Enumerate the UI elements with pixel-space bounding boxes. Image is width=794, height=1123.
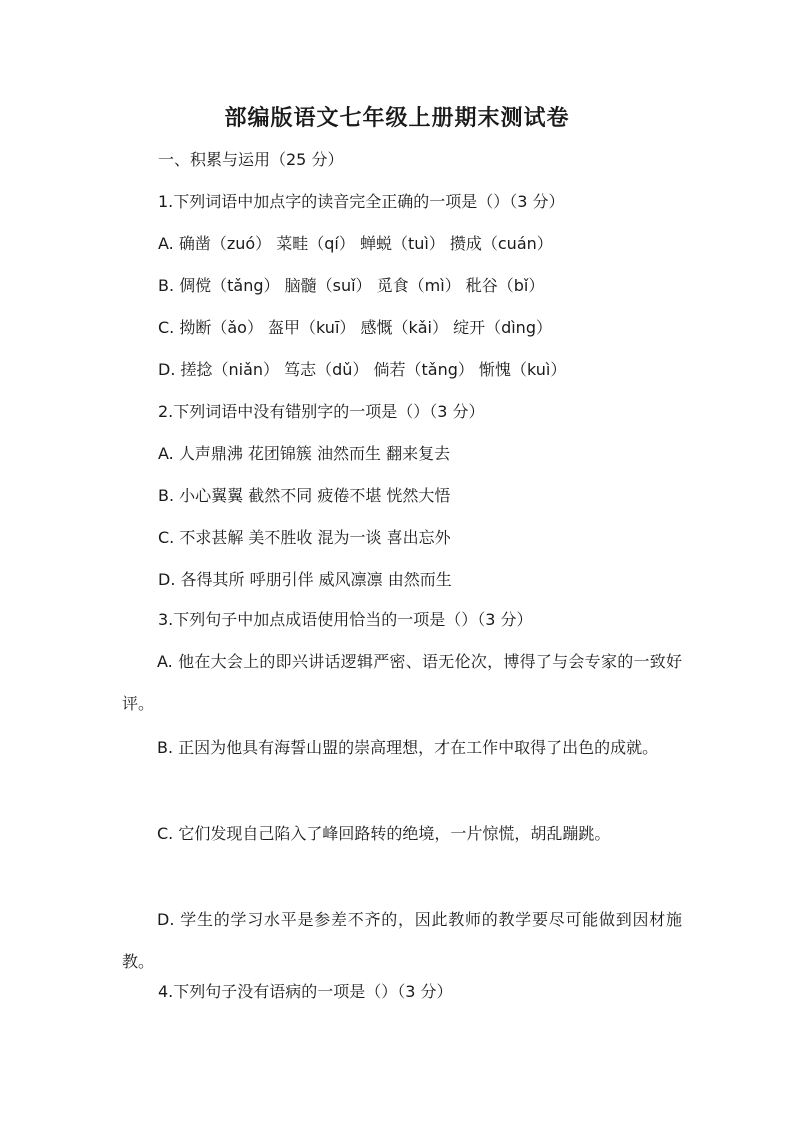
question-2-option-d: D. 各得其所 呼朋引伴 威风凛凛 由然而生 <box>158 570 452 589</box>
question-2-stem: 2.下列词语中没有错别字的一项是（）（3 分） <box>158 402 485 421</box>
question-3-option-a: A. 他在大会上的即兴讲话逻辑严密、语无伦次，博得了与会专家的一致好评。 <box>122 652 682 713</box>
question-3-option-c: C. 它们发现自己陷入了峰回路转的绝境，一片惊慌，胡乱蹦跳。 <box>157 824 611 843</box>
question-1-option-b: B. 倜傥（tǎng） 脑髓（suǐ） 觅食（mì） 秕谷（bǐ） <box>158 276 545 295</box>
question-4-stem: 4.下列句子没有语病的一项是（）（3 分） <box>158 982 453 1001</box>
question-1-option-a: A. 确凿（zuó） 菜畦（qí） 蝉蜕（tuì） 攒成（cuán） <box>158 234 553 253</box>
question-3-stem: 3.下列句子中加点成语使用恰当的一项是（）（3 分） <box>158 610 533 629</box>
section-heading: 一、积累与运用（25 分） <box>158 150 344 169</box>
question-1-option-d: D. 搓捻（niǎn） 笃志（dǔ） 倘若（tǎng） 惭愧（kuì） <box>158 360 567 379</box>
question-2-option-b: B. 小心翼翼 截然不同 疲倦不堪 恍然大悟 <box>158 486 451 505</box>
question-2-option-a: A. 人声鼎沸 花团锦簇 油然而生 翻来复去 <box>158 444 451 463</box>
question-1-stem: 1.下列词语中加点字的读音完全正确的一项是（）（3 分） <box>158 192 565 211</box>
question-1-option-c: C. 拗断（ǎo） 盔甲（kuī） 感慨（kǎi） 绽开（dìng） <box>158 318 552 337</box>
question-3-option-d: D. 学生的学习水平是参差不齐的，因此教师的教学要尽可能做到因材施教。 <box>122 910 682 971</box>
question-3-option-b: B. 正因为他具有海誓山盟的崇高理想，才在工作中取得了出色的成就。 <box>157 738 659 757</box>
page-title: 部编版语文七年级上册期末测试卷 <box>224 105 570 131</box>
question-2-option-c: C. 不求甚解 美不胜收 混为一谈 喜出忘外 <box>158 528 451 547</box>
